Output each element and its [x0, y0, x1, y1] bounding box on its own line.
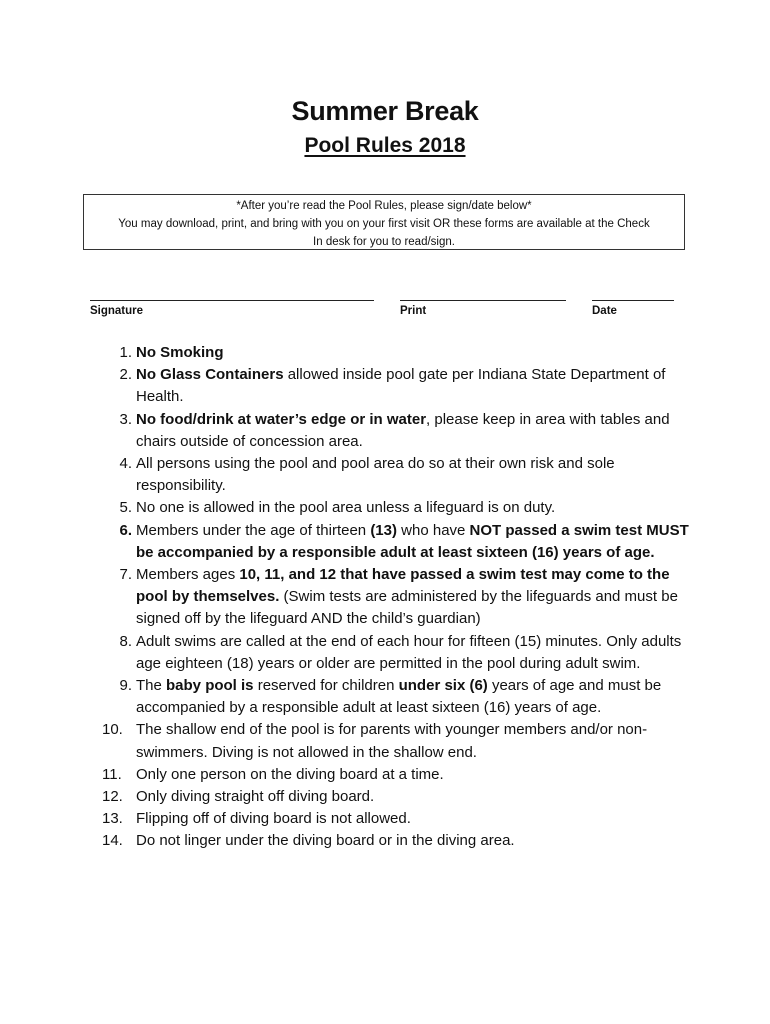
rule-number: 8.: [119, 632, 132, 650]
rule-text: The shallow end of the pool is for parents with younger members and/or non-swimmers. Diving is not allowed in the shallow end.: [136, 721, 648, 761]
rule-number: 6.: [119, 521, 132, 539]
date-field[interactable]: [592, 286, 674, 317]
rule-text: baby pool is: [166, 677, 254, 695]
rule-item: [104, 364, 694, 408]
signature-line[interactable]: [90, 286, 374, 301]
rule-item: [104, 453, 694, 497]
rule-number: 12.: [102, 788, 123, 806]
date-line[interactable]: [592, 286, 674, 301]
rule-item: [104, 675, 694, 719]
rule-item: [104, 497, 694, 519]
rule-number: 5.: [119, 499, 132, 517]
rule-item: [104, 564, 694, 631]
date-label: Date: [592, 305, 617, 317]
rule-text: Only diving straight off diving board.: [136, 788, 375, 806]
rule-text: No Smoking: [136, 344, 224, 361]
print-label: Print: [400, 305, 427, 317]
rule-text: All persons using the pool and pool area do so at their own risk and sole responsibility.: [136, 455, 615, 495]
rule-number: 3.: [119, 410, 132, 428]
subtitle-text: Pool Rules 2018: [304, 134, 466, 157]
rule-number: 13.: [102, 810, 123, 828]
rule-text: years of age and must be accompanied by a responsible adult at least sixteen (16) years of age.: [136, 677, 662, 717]
print-field[interactable]: [400, 286, 566, 317]
signature-label: Signature: [90, 305, 144, 317]
rule-number: 2.: [119, 366, 132, 384]
pool-rules-list: [104, 342, 694, 853]
signature-field[interactable]: [90, 286, 374, 317]
rule-text: NOT passed a swim test MUST be accompanied by a responsible adult at least sixteen (16) years of age.: [136, 521, 689, 561]
rule-number: 1.: [119, 344, 132, 361]
rule-item: [104, 786, 694, 808]
rule-item: [104, 830, 694, 852]
rule-text: No Glass Containers: [136, 366, 284, 384]
rule-text: Flipping off of diving board is not allowed.: [136, 810, 411, 828]
rule-number: 4.: [119, 455, 132, 473]
notice-line-1: *After you’re read the Pool Rules, please sign/date below*: [236, 200, 532, 212]
rule-text: Do not linger under the diving board or in the diving area.: [136, 832, 515, 850]
rule-number: 10.: [102, 721, 123, 739]
rule-item: [104, 808, 694, 830]
document-subtitle: [0, 134, 770, 158]
rule-item: [104, 719, 694, 763]
rule-item: [104, 764, 694, 786]
rule-text: (Swim tests are administered by the lifeguards and must be signed off by the lifeguard AND the child’s guardian): [136, 588, 678, 628]
rule-text: 10, 11, and 12 that have passed a swim test may come to the pool by themselves.: [136, 566, 670, 606]
rule-text: , please keep in area with tables and chairs outside of concession area.: [136, 410, 670, 450]
rule-text: Only one person on the diving board at a time.: [136, 765, 444, 783]
rule-text: Members under the age of thirteen: [136, 521, 371, 539]
rule-item: [104, 409, 694, 453]
rule-text: reserved for children: [253, 677, 399, 695]
rule-item: [104, 520, 694, 564]
rule-item: [104, 631, 694, 675]
rule-text: Adult swims are called at the end of each hour for fifteen (15) minutes. Only adults age eighteen (18) years or older are permitted in the pool during adult swim.: [136, 632, 682, 672]
rule-item: [104, 342, 694, 364]
rule-text: (13): [370, 521, 397, 539]
rule-text: Members ages: [136, 566, 240, 584]
rule-text: under six (6): [398, 677, 488, 695]
rule-number: 9.: [119, 677, 132, 695]
rule-text: allowed inside pool gate per Indiana State Department of Health.: [136, 366, 666, 406]
signature-row: [90, 286, 680, 326]
notice-line-2: You may download, print, and bring with you on your first visit OR these forms are available at the Check: [118, 218, 650, 230]
rule-number: 14.: [102, 832, 123, 850]
rule-text: The: [136, 677, 167, 695]
rule-text: No one is allowed in the pool area unless a lifeguard is on duty.: [136, 499, 556, 517]
rule-number: 11.: [102, 765, 122, 783]
rule-number: 7.: [119, 566, 132, 584]
document-title: Summer Break: [291, 96, 479, 126]
rule-text: who have: [397, 521, 470, 539]
sign-notice-box: [83, 194, 685, 250]
print-line[interactable]: [400, 286, 566, 301]
rule-text: No food/drink at water’s edge or in water: [136, 410, 427, 428]
notice-line-3: In desk for you to read/sign.: [313, 236, 455, 248]
